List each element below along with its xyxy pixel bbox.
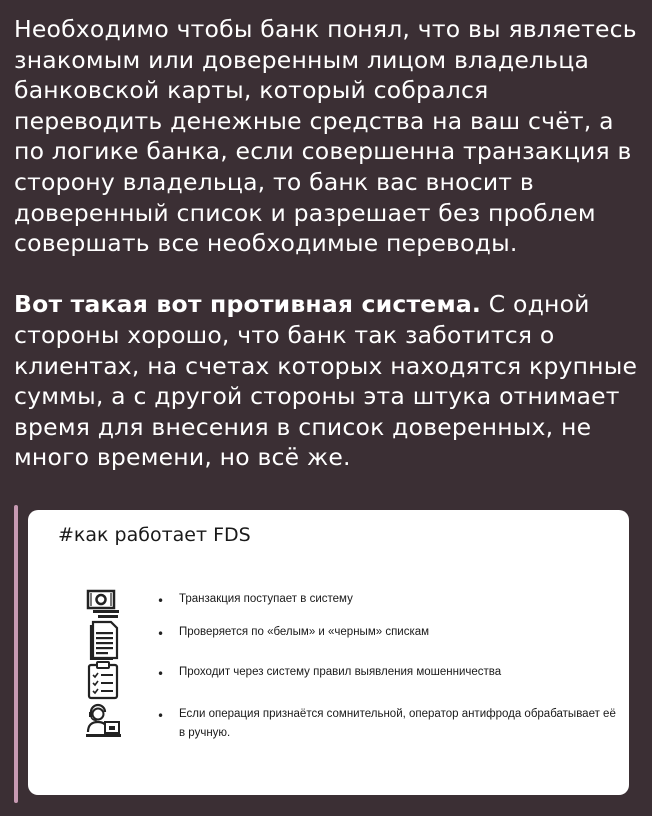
embed-accent-bar (14, 505, 18, 803)
bullet: • (157, 709, 165, 723)
bullet: • (157, 594, 165, 608)
step-label: Транзакция поступает в систему (179, 593, 353, 605)
bullet: • (157, 667, 165, 681)
message-paragraph: Необходимо чтобы банк понял, что вы являетесь знакомым или доверенным лицом владельца банковской карты, который собрался переводить денежные средства на ваш счёт, а по логике банка, если совершенна транзакция в сторону владельца, то банк вас вносит в доверенный список и разрешает без проблем совершать все необходимые переводы. (14, 15, 637, 258)
step-label: Проходит через систему правил выявления мошенничества (179, 666, 502, 678)
bullet: • (157, 627, 165, 641)
message-paragraph (14, 289, 644, 473)
list-item (83, 702, 623, 743)
operator-icon (83, 702, 123, 742)
step-label: Проверяется по «белым» и «черным» спискам (179, 626, 430, 638)
message-text (14, 14, 644, 473)
list-item (83, 660, 623, 700)
bold-text: Вот такая вот противная система. (14, 290, 482, 319)
step-label: Если операция признаётся сомнительной, оператор антифрода обрабатывает её в ручную. (179, 708, 616, 739)
document-list-icon (83, 620, 123, 660)
list-item (83, 620, 623, 660)
card-title: #как работает FDS (58, 524, 251, 546)
image-preview-card[interactable] (28, 510, 629, 795)
checklist-icon (83, 660, 123, 700)
paragraph-text: С одной стороны хорошо, что банк так заботится о клиентах, на счетах которых находятся крупные суммы, а с другой стороны эта штука отнимает время для внесения в список доверенных, не много времени, но всё же. (14, 290, 638, 472)
